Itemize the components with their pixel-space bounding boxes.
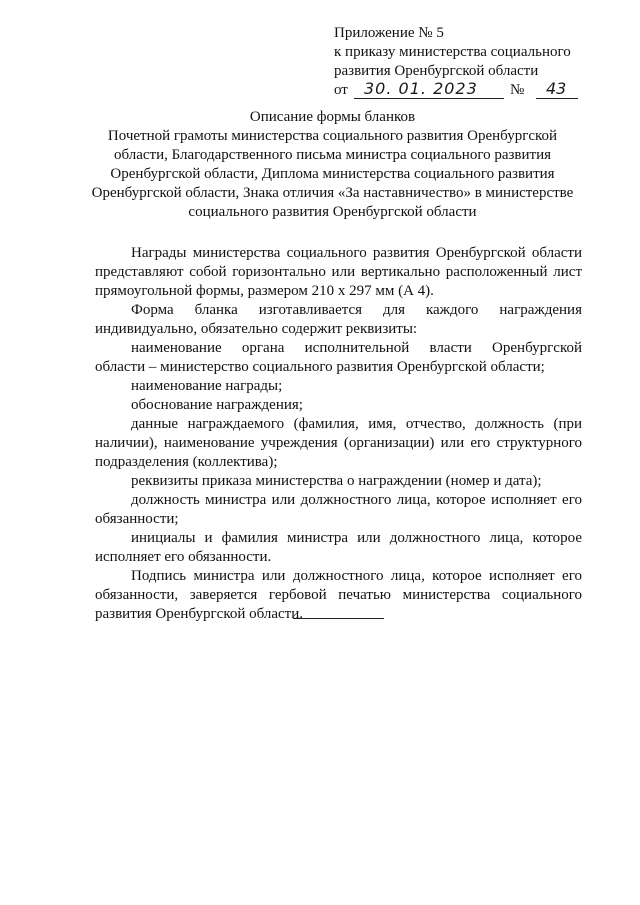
paragraph-award-grounds	[95, 396, 582, 415]
text-line: реквизиты приказа министерства о награждении (номер и дата);	[131, 473, 542, 489]
order-number-field	[536, 78, 578, 99]
text-line: прямоугольной формы, размером 210 х 297 мм (А 4).	[95, 283, 434, 299]
paragraph-awards-format	[95, 244, 582, 301]
text-line: области – министерство социального развития Оренбургской области;	[95, 359, 545, 375]
document-title	[80, 108, 585, 222]
text-line: инициалы и фамилия министра или должностного лица, которое	[131, 530, 582, 546]
title-line-6: социального развития Оренбургской области	[188, 204, 477, 220]
order-date-handwritten: 30. 01. 2023	[364, 79, 478, 98]
paragraph-official-initials	[95, 529, 582, 567]
text-line: должность министра или должностного лица, которое исполняет его	[131, 492, 582, 508]
from-label: от	[334, 82, 348, 98]
title-line-4: Оренбургской области, Диплома министерства социального развития	[110, 166, 555, 182]
paragraph-authority-name	[95, 339, 582, 377]
text-line: обязанности, заверяется гербовой печатью министерства социального	[95, 587, 582, 603]
title-line-1: Описание формы бланков	[249, 109, 416, 125]
text-line: представляют собой горизонтально или вертикально расположенный лист	[95, 264, 582, 280]
paragraph-award-name	[95, 377, 582, 396]
paragraph-signature-seal	[95, 567, 582, 624]
order-number-handwritten: 43	[546, 79, 567, 98]
appendix-ministry: развития Оренбургской области	[334, 63, 539, 79]
title-line-2: Почетной грамоты министерства социального развития Оренбургской	[107, 128, 558, 144]
text-line: обоснование награждения;	[131, 397, 303, 413]
appendix-number: Приложение № 5	[334, 25, 444, 41]
text-line: обязанности;	[95, 511, 179, 527]
title-line-3: области, Благодарственного письма министра социального развития	[113, 147, 552, 163]
text-line: развития Оренбургской области.	[95, 606, 304, 622]
text-line: Форма бланка изготавливается для каждого награждения	[131, 302, 582, 318]
text-line: исполняет его обязанности.	[95, 549, 272, 565]
end-separator-line	[293, 618, 384, 619]
text-line: наименование награды;	[131, 378, 283, 394]
title-line-5: Оренбургской области, Знака отличия «За наставничество» в министерстве	[91, 185, 574, 201]
text-line: данные награждаемого (фамилия, имя, отчество, должность (при	[131, 416, 582, 432]
order-date-field	[354, 78, 504, 99]
paragraph-recipient-data	[95, 415, 582, 472]
text-line: Подпись министра или должностного лица, которое исполняет его	[131, 568, 582, 584]
text-line: подразделения (коллектива);	[95, 454, 278, 470]
paragraph-official-position	[95, 491, 582, 529]
order-reference-line	[334, 81, 604, 102]
paragraph-form-requisites	[95, 301, 582, 339]
document-body	[95, 244, 582, 624]
appendix-order-ref: к приказу министерства социального	[334, 44, 571, 60]
text-line: наличии), наименование учреждения (организации) или его структурного	[95, 435, 582, 451]
text-line: наименование органа исполнительной власти Оренбургской	[131, 340, 582, 356]
appendix-header	[334, 24, 604, 102]
paragraph-order-requisites	[95, 472, 582, 491]
text-line: индивидуально, обязательно содержит реквизиты:	[95, 321, 418, 337]
text-line: Награды министерства социального развития Оренбургской области	[131, 245, 582, 261]
number-label: №	[510, 82, 525, 98]
